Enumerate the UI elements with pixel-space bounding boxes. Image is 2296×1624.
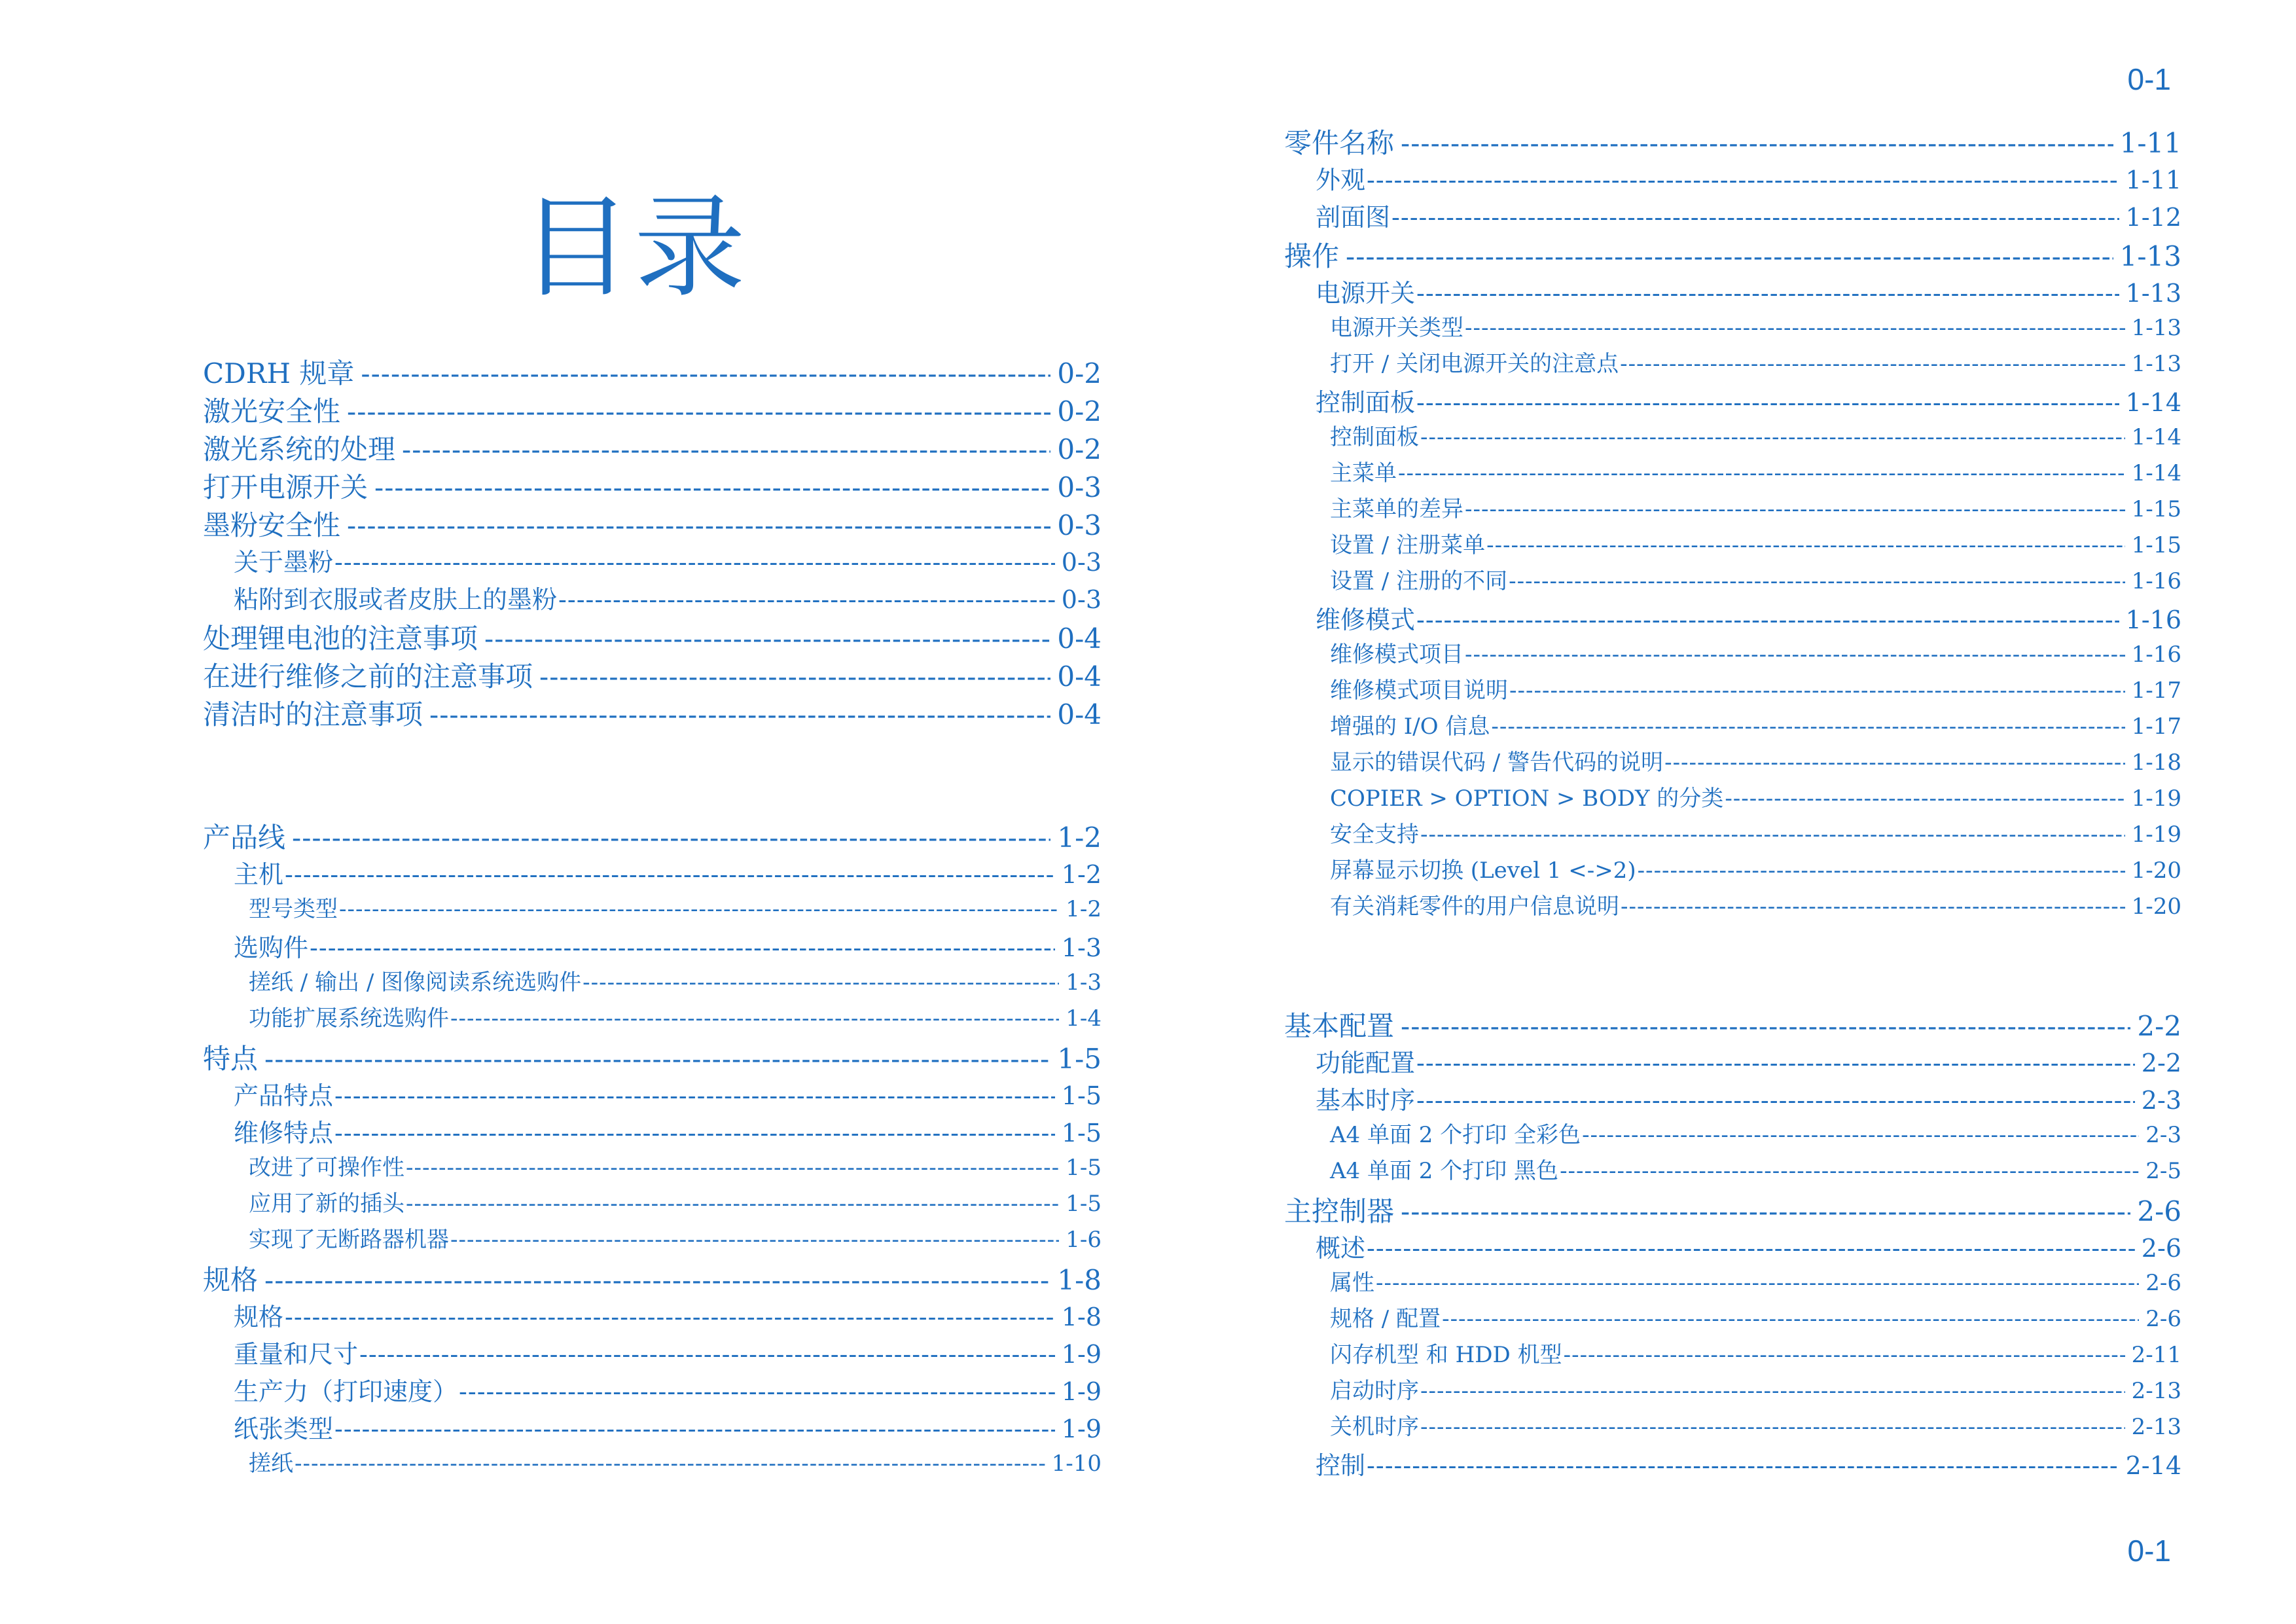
toc-entry[interactable] [1316, 1228, 2181, 1263]
toc-leader-dots [1420, 821, 2125, 848]
toc-entry[interactable] [234, 1075, 1102, 1111]
toc-entry-page: 2-13 [2131, 1378, 2181, 1404]
toc-entry-title: 清洁时的注意事项 [203, 698, 423, 731]
toc-entry[interactable] [249, 964, 1102, 997]
toc-leader-dots [264, 1264, 1050, 1296]
toc-entry-page: 1-5 [1066, 1155, 1102, 1181]
toc-leader-dots [429, 698, 1050, 731]
toc-entry-title: 特点 [203, 1043, 259, 1075]
page-number-top: 0-1 [2127, 62, 2171, 96]
toc-entry-page: 1-9 [1061, 1340, 1102, 1369]
toc-entry[interactable] [1330, 780, 2181, 813]
toc-entry-title: 主菜单 [1330, 460, 1397, 486]
toc-entry-page: 2-11 [2131, 1342, 2181, 1368]
toc-entry-page: 1-18 [2131, 749, 2181, 776]
toc-entry-page: 1-3 [1066, 969, 1102, 996]
toc-entry-page: 1-8 [1057, 1264, 1102, 1296]
toc-leader-dots [1465, 496, 2125, 522]
toc-leader-dots [406, 1155, 1059, 1181]
toc-leader-dots [1398, 460, 2125, 486]
toc-entry-title: 产品线 [203, 821, 286, 854]
toc-leader-dots [1486, 532, 2125, 558]
toc-entry[interactable] [1330, 672, 2181, 705]
toc-leader-dots [1638, 857, 2125, 884]
toc-entry-page: 1-5 [1057, 1043, 1102, 1075]
toc-entry-title: 基本配置 [1284, 1010, 1395, 1042]
toc-leader-dots [1420, 1414, 2125, 1440]
toc-entry-title: 改进了可操作性 [249, 1155, 404, 1181]
toc-entry[interactable] [203, 617, 1102, 655]
toc-leader-dots [1401, 1010, 2130, 1042]
toc-entry-page: 1-11 [2119, 127, 2181, 159]
toc-entry[interactable] [234, 854, 1102, 890]
toc-leader-dots [334, 1415, 1055, 1443]
toc-leader-dots [339, 896, 1059, 922]
toc-entry-page: 1-14 [2131, 460, 2181, 486]
toc-entry-page: 1-16 [2131, 641, 2181, 668]
toc-entry-title: 启动时序 [1330, 1378, 1419, 1404]
toc-entry-title: 打开电源开关 [203, 471, 368, 503]
toc-entry[interactable] [203, 428, 1102, 466]
toc-leader-dots [1465, 315, 2125, 341]
toc-leader-dots [1416, 388, 2119, 417]
toc-entry-title: 概述 [1316, 1234, 1366, 1263]
toc-entry-page: 0-2 [1057, 357, 1102, 389]
toc-leader-dots [1725, 785, 2125, 812]
toc-leader-dots [334, 1119, 1055, 1147]
toc-entry-title: 激光系统的处理 [203, 433, 396, 465]
toc-leader-dots [558, 585, 1055, 614]
toc-leader-dots [1420, 424, 2125, 450]
toc-entry-page: 0-4 [1057, 698, 1102, 731]
toc-entry-title: A4 单面 2 个打印 黑色 [1330, 1158, 1559, 1184]
toc-entry[interactable] [203, 693, 1102, 731]
toc-leader-dots [1416, 605, 2119, 634]
toc-entry-title: 安全支持 [1330, 821, 1419, 848]
toc-entry[interactable] [1284, 1005, 2181, 1043]
toc-entry-title: A4 单面 2 个打印 全彩色 [1330, 1122, 1581, 1148]
toc-leader-dots [285, 1303, 1055, 1331]
toc-entry-page: 1-14 [2131, 424, 2181, 450]
toc-entry-page: 1-15 [2131, 496, 2181, 522]
toc-entry-page: 1-2 [1061, 860, 1102, 889]
toc-entry[interactable] [203, 1259, 1102, 1297]
toc-entry[interactable] [1330, 1301, 2181, 1333]
toc-entry[interactable] [1330, 888, 2181, 921]
toc-entry[interactable] [203, 504, 1102, 542]
toc-entry-page: 1-15 [2131, 532, 2181, 558]
toc-entry-title: 规格 / 配置 [1330, 1306, 1441, 1332]
toc-entry-title: 纸张类型 [234, 1415, 334, 1443]
toc-entry[interactable] [249, 1149, 1102, 1182]
toc-entry-page: 1-16 [2131, 568, 2181, 594]
toc-entry-page: 1-5 [1061, 1119, 1102, 1147]
toc-entry[interactable] [1330, 1117, 2181, 1149]
toc-entry[interactable] [1330, 1265, 2181, 1297]
toc-entry[interactable] [1330, 1409, 2181, 1441]
toc-leader-dots [539, 660, 1050, 693]
toc-entry-title: 粘附到衣服或者皮肤上的墨粉 [234, 585, 558, 614]
toc-entry-title: 关于墨粉 [234, 548, 334, 577]
toc-entry-title: CDRH 规章 [203, 357, 355, 389]
toc-entry-title: 控制面板 [1316, 388, 1416, 417]
toc-entry-title: 闪存机型 和 HDD 机型 [1330, 1342, 1562, 1368]
toc-entry[interactable] [1316, 1445, 2181, 1481]
toc-leader-dots [1620, 351, 2125, 377]
toc-entry[interactable] [234, 928, 1102, 963]
toc-entry-title: 型号类型 [249, 896, 338, 922]
toc-leader-dots [1509, 568, 2125, 594]
toc-entry-page: 1-3 [1061, 933, 1102, 962]
toc-entry-title: 电源开关类型 [1330, 315, 1463, 341]
toc-entry-page: 1-17 [2131, 713, 2181, 740]
toc-entry-page: 1-4 [1066, 1005, 1102, 1032]
toc-entry[interactable] [1316, 1043, 2181, 1078]
toc-leader-dots [1664, 749, 2125, 776]
toc-entry-page: 2-6 [2145, 1306, 2181, 1332]
toc-entry-page: 2-13 [2131, 1414, 2181, 1440]
toc-entry[interactable] [1284, 235, 2181, 273]
toc-entry-title: 打开 / 关闭电源开关的注意点 [1330, 351, 1619, 377]
toc-entry-title: 电源开关 [1316, 279, 1416, 308]
toc-entry[interactable] [234, 1113, 1102, 1148]
toc-entry-page: 1-20 [2131, 893, 2181, 920]
toc-leader-dots [1376, 1270, 2139, 1296]
toc-entry-title: 维修模式项目说明 [1330, 677, 1508, 704]
toc-leader-dots [1401, 127, 2113, 159]
toc-entry[interactable] [203, 655, 1102, 693]
toc-leader-dots [334, 548, 1055, 577]
toc-leader-dots [459, 1377, 1055, 1406]
toc-entry-page: 1-19 [2131, 821, 2181, 848]
toc-entry-title: 操作 [1284, 240, 1340, 272]
toc-entry[interactable] [249, 1185, 1102, 1218]
toc-entry[interactable] [1330, 1373, 2181, 1405]
toc-entry-page: 2-2 [2137, 1010, 2181, 1042]
toc-entry[interactable] [234, 1334, 1102, 1369]
toc-entry-title: 维修特点 [234, 1119, 334, 1147]
toc-entry[interactable] [1284, 1190, 2181, 1228]
toc-entry-page: 1-9 [1061, 1377, 1102, 1406]
toc-leader-dots [1582, 1122, 2139, 1148]
toc-entry-title: 选购件 [234, 933, 309, 962]
toc-entry[interactable] [1330, 563, 2181, 596]
toc-entry[interactable] [1330, 708, 2181, 741]
toc-leader-dots [1416, 279, 2119, 308]
toc-entry-title: 主菜单的差异 [1330, 496, 1463, 522]
toc-entry[interactable] [1316, 382, 2181, 418]
toc-entry-page: 0-3 [1061, 585, 1102, 614]
toc-entry-page: 1-2 [1057, 821, 1102, 854]
toc-leader-dots [1442, 1306, 2139, 1332]
toc-entry-title: 属性 [1330, 1270, 1374, 1296]
toc-leader-dots [450, 1227, 1059, 1253]
toc-entry-page: 1-5 [1061, 1081, 1102, 1110]
toc-entry-page: 0-2 [1057, 395, 1102, 427]
toc-entry[interactable] [1330, 744, 2181, 777]
toc-entry-title: 搓纸 [249, 1451, 293, 1477]
toc-entry[interactable] [203, 352, 1102, 390]
toc-entry[interactable] [1330, 346, 2181, 378]
toc-entry-page: 0-4 [1057, 623, 1102, 655]
toc-entry-page: 2-6 [2137, 1195, 2181, 1227]
toc-entry-title: 设置 / 注册的不同 [1330, 568, 1508, 594]
toc-entry-title: 主控制器 [1284, 1195, 1395, 1227]
toc-entry-page: 1-13 [2131, 351, 2181, 377]
toc-entry-page: 0-4 [1057, 660, 1102, 693]
toc-entry-title: 有关消耗零件的用户信息说明 [1330, 893, 1619, 920]
toc-entry-title: 控制面板 [1330, 424, 1419, 450]
toc-entry-page: 1-12 [2125, 203, 2181, 232]
toc-leader-dots [1491, 713, 2125, 740]
toc-entry-title: 搓纸 / 输出 / 图像阅读系统选购件 [249, 969, 582, 996]
toc-entry[interactable] [1330, 527, 2181, 560]
toc-entry-page: 2-2 [2141, 1049, 2181, 1077]
toc-entry[interactable] [1330, 310, 2181, 342]
toc-entry[interactable] [1330, 1337, 2181, 1369]
toc-entry-title: 零件名称 [1284, 127, 1395, 159]
toc-entry[interactable] [1316, 600, 2181, 635]
toc-entry-title: 激光安全性 [203, 395, 341, 427]
toc-entry-title: 生产力（打印速度） [234, 1377, 458, 1406]
toc-leader-dots [1391, 203, 2119, 232]
page-number-bottom: 0-1 [2127, 1534, 2171, 1568]
toc-entry[interactable] [1316, 1080, 2181, 1115]
toc-entry-page: 1-17 [2131, 677, 2181, 704]
toc-leader-dots [295, 1451, 1045, 1477]
toc-leader-dots [406, 1191, 1059, 1217]
toc-leader-dots [1367, 1234, 2135, 1263]
toc-leader-dots [1401, 1195, 2130, 1227]
toc-leader-dots [334, 1081, 1055, 1110]
toc-entry-title: 维修模式项目 [1330, 641, 1463, 668]
toc-entry-page: 1-9 [1061, 1415, 1102, 1443]
toc-entry-page: 0-2 [1057, 433, 1102, 465]
toc-leader-dots [292, 821, 1050, 854]
toc-leader-dots [361, 357, 1050, 389]
toc-leader-dots [1509, 677, 2125, 704]
toc-entry-title: 关机时序 [1330, 1414, 1419, 1440]
toc-entry[interactable] [249, 1221, 1102, 1254]
toc-leader-dots [402, 433, 1050, 465]
toc-leader-dots [1416, 1049, 2135, 1077]
toc-leader-dots [1416, 1086, 2135, 1115]
toc-leader-dots [1367, 166, 2119, 194]
toc-entry-page: 1-19 [2131, 785, 2181, 812]
toc-entry-title: 重量和尺寸 [234, 1340, 359, 1369]
toc-entry-page: 0-3 [1057, 471, 1102, 503]
toc-entry[interactable] [1330, 419, 2181, 452]
toc-entry-page: 1-14 [2125, 388, 2181, 417]
toc-entry-title: 功能扩展系统选购件 [249, 1005, 449, 1032]
toc-entry-page: 1-8 [1061, 1303, 1102, 1331]
toc-entry-page: 1-20 [2131, 857, 2181, 884]
toc-entry-page: 2-3 [2141, 1086, 2181, 1115]
toc-entry-page: 2-3 [2145, 1122, 2181, 1148]
toc-leader-dots [359, 1340, 1055, 1369]
toc-entry-title: 增强的 I/O 信息 [1330, 713, 1490, 740]
toc-entry[interactable] [1330, 816, 2181, 849]
toc-entry[interactable] [234, 1297, 1102, 1332]
toc-leader-dots [310, 933, 1055, 962]
toc-entry[interactable] [249, 891, 1102, 924]
toc-entry[interactable] [1316, 197, 2181, 232]
toc-entry-title: 产品特点 [234, 1081, 334, 1110]
toc-entry[interactable] [1316, 160, 2181, 195]
toc-entry-page: 2-6 [2145, 1270, 2181, 1296]
toc-leader-dots [1346, 240, 2113, 272]
toc-entry-page: 1-2 [1066, 896, 1102, 922]
toc-entry-page: 2-5 [2145, 1158, 2181, 1184]
toc-entry-title: 外观 [1316, 166, 1366, 194]
toc-leader-dots [285, 860, 1055, 889]
toc-leader-dots [347, 395, 1050, 427]
toc-entry-title: 剖面图 [1316, 203, 1391, 232]
toc-entry-title: 设置 / 注册菜单 [1330, 532, 1486, 558]
toc-entry-page: 0-3 [1061, 548, 1102, 577]
toc-leader-dots [1420, 1378, 2125, 1404]
toc-leader-dots [1621, 893, 2125, 920]
toc-leader-dots [347, 509, 1050, 541]
toc-entry-page: 2-6 [2141, 1234, 2181, 1263]
toc-leader-dots [583, 969, 1059, 996]
toc-leader-dots [1367, 1451, 2119, 1480]
toc-entry-page: 2-14 [2125, 1451, 2181, 1480]
toc-entry-title: 墨粉安全性 [203, 509, 341, 541]
toc-entry-page: 1-6 [1066, 1227, 1102, 1253]
toc-entry-title: 在进行维修之前的注意事项 [203, 660, 533, 693]
page-title: 目录 [520, 183, 749, 313]
toc-leader-dots [1560, 1158, 2139, 1184]
toc-entry-title: COPIER > OPTION > BODY 的分类 [1330, 785, 1724, 812]
toc-entry-title: 维修模式 [1316, 605, 1416, 634]
toc-entry[interactable] [203, 816, 1102, 854]
toc-entry[interactable] [249, 1000, 1102, 1033]
toc-entry[interactable] [203, 1038, 1102, 1075]
toc-entry-page: 1-10 [1051, 1451, 1102, 1477]
toc-entry-title: 控制 [1316, 1451, 1366, 1480]
toc-leader-dots [1465, 641, 2125, 668]
toc-entry[interactable] [1330, 852, 2181, 885]
toc-entry[interactable] [1316, 273, 2181, 308]
toc-entry-page: 1-13 [2119, 240, 2181, 272]
toc-entry-title: 规格 [234, 1303, 284, 1331]
toc-leader-dots [264, 1043, 1050, 1075]
toc-entry[interactable] [1330, 491, 2181, 524]
toc-entry-title: 功能配置 [1316, 1049, 1416, 1077]
toc-entry-page: 1-13 [2131, 315, 2181, 341]
toc-leader-dots [1564, 1342, 2125, 1368]
toc-entry-title: 应用了新的插头 [249, 1191, 404, 1217]
toc-leader-dots [374, 471, 1050, 503]
toc-entry-title: 主机 [234, 860, 284, 889]
toc-entry-title: 实现了无断路器机器 [249, 1227, 449, 1253]
toc-entry-title: 基本时序 [1316, 1086, 1416, 1115]
toc-entry[interactable] [234, 542, 1102, 577]
toc-entry[interactable] [1330, 455, 2181, 488]
toc-entry[interactable] [1330, 1153, 2181, 1185]
toc-entry[interactable] [1284, 122, 2181, 160]
toc-entry-page: 1-11 [2125, 166, 2181, 194]
toc-entry[interactable] [1330, 636, 2181, 669]
toc-entry[interactable] [203, 466, 1102, 504]
toc-entry-title: 处理锂电池的注意事项 [203, 623, 478, 655]
toc-entry[interactable] [249, 1445, 1102, 1478]
toc-leader-dots [450, 1005, 1059, 1032]
toc-entry[interactable] [234, 579, 1102, 615]
toc-leader-dots [484, 623, 1050, 655]
toc-entry-title: 屏幕显示切换 (Level 1 <->2) [1330, 857, 1636, 884]
toc-entry-page: 1-13 [2125, 279, 2181, 308]
toc-entry-page: 0-3 [1057, 509, 1102, 541]
toc-entry-title: 规格 [203, 1264, 259, 1296]
toc-entry-page: 1-16 [2125, 605, 2181, 634]
toc-entry[interactable] [203, 390, 1102, 428]
toc-entry[interactable] [234, 1371, 1102, 1407]
toc-entry-title: 显示的错误代码 / 警告代码的说明 [1330, 749, 1664, 776]
toc-entry[interactable] [234, 1409, 1102, 1444]
toc-entry-page: 1-5 [1066, 1191, 1102, 1217]
